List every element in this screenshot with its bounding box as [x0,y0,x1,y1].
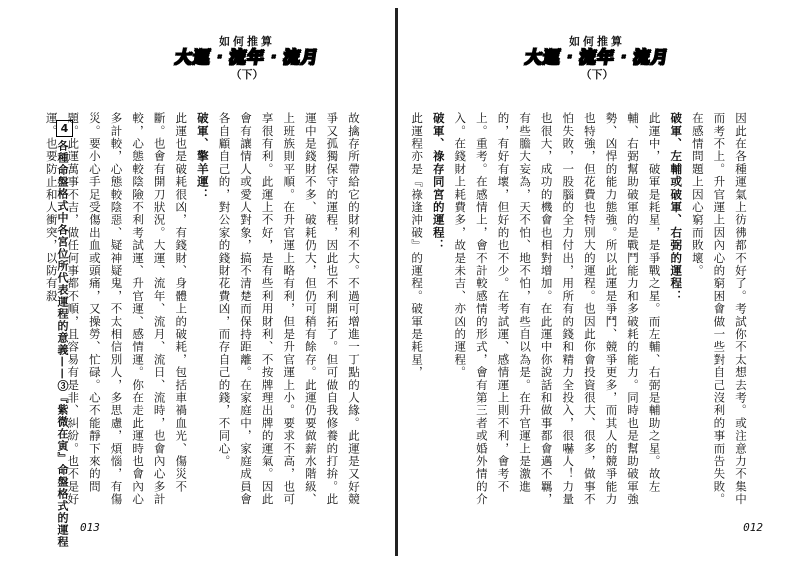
page-number: 013 [80,521,100,534]
right-body-text [410,112,751,507]
left-page [0,0,395,564]
paragraph: 此運中，破軍是耗星，是爭戰之星。而左輔、右弼是輔助之星。故左輔、右弼幫助破軍的是戰鬥能力和多破耗的能力。同時也是幫助破軍強勢、凶悍的能力態強。所以此運是爭鬥、競爭更多，而其人的競爭能力也特強，但花費也特別大的運程。也因此你會投資很大、很多，做事不怕失敗，一股腦的全力付出，用所有的錢和精力全投入，很嚇人！力量也很大，成功的機會也相對增加。在此運中你說話和做事都會邁不羈，有些膽大妄為，天不怕、地不怕，有些自以為是。在升官運上是激進的，有好有壞，但好的也不少。在考試運、感情運上則不利，會考不上。重考。在感情上，會不計較感情的形式，會有第三者或婚外情的介入。在錢財上耗費多，故是未吉、亦凶的運程。 [453,112,662,506]
header-title: 大運‧流年‧流月 [523,48,671,68]
right-page [398,0,793,564]
section-heading: 破軍、擎羊運： [195,112,210,201]
header-volume: （下） [580,68,614,81]
section-heading: 破軍、左輔或破軍、右弼的運程： [669,112,684,303]
page-header [522,36,672,92]
header-subtitle: 如何推算 [219,35,275,48]
paragraph: 故擒存所帶給它的財利不大。不過可增進一丁點的人緣。此運是又好競爭又孤獨保守的運程，因此也不利開拓了。但可做自我修養的打拚。此運中是錢財不多、破耗仍大，但仍可稍有餘存。此運仍要做薪水階級、上班族則平順。在升官運上略有利，但是升官運上小。要求不高，也可享很有利。此運上不好，是有些利用財利、不按牌理出牌的運氣。因此會有讓情人或愛人對象，搞不清楚而保持距離。在家庭中，家庭成員會各自顧自己的，對公家的錢財花費凶，而存自己的錢，不同心。 [217,112,361,506]
section-heading: 破軍、祿存同宮的運程： [431,112,446,252]
header-title: 大運‧流年‧流月 [173,48,321,68]
chapter-number-box: 4 [56,120,73,137]
running-title [54,118,70,548]
page-number: 012 [743,521,763,534]
running-title-text: 各種命盤格式中各宮位所代表運程的意義——③『紫微在寅』命盤格式的運程 [56,140,69,548]
page-header [172,36,322,92]
header-volume: （下） [230,68,264,81]
paragraph: 因此在各種運氣上彷彿都不好了。考試你不太想去考。或注意力不集中而考不上。升官運上因內心的窮困會做一些對自己沒利的事而告失敗。在感情問題上因心窮而敗壞。 [690,112,748,506]
paragraph: 此運程亦是『祿逢沖破』的運程。破軍是耗星， [410,112,425,379]
header-subtitle: 如何推算 [569,35,625,48]
paragraph: 此運也是破耗很凶，有錢財、身體上的破耗，包括車禍血光、傷災不斷。也會有開刀狀況。大運、流年、流月、流日、流時，也會內心多計較，心態較陰險不利考試運、升官運、感情運。你在走此運時也會內心多計較，心態較陰惡、疑神疑鬼，不太相信別人，多思慮，煩惱，有傷災。要小心手足受傷出血或頭痛，又操勞、忙碌。心不能靜下來的問題。此運萬事不吉，做任何事都不順，且容易有是非、糾紛。也不是好運。也要防止和人衝突，以防有殺 [44,112,189,506]
